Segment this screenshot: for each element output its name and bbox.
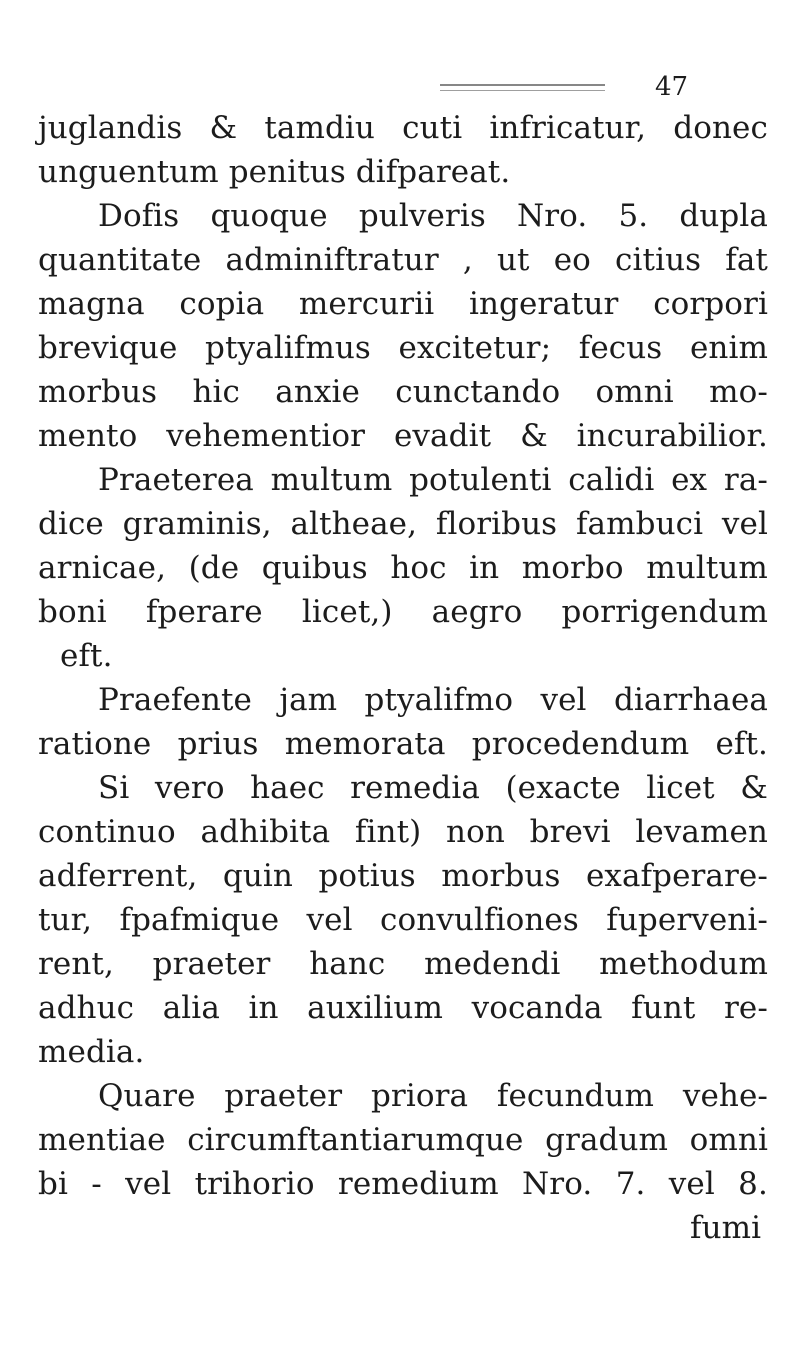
- text-line-14: Praefente jam ptyalifmo vel diarrhaea: [98, 682, 768, 718]
- text-line-5: magna copia mercurii ingeratur corpori: [38, 286, 768, 322]
- text-line-21: adhuc alia in auxilium vocanda funt re-: [38, 990, 768, 1026]
- text-line-24: mentiae circumftantiarumque gradum omni: [38, 1122, 768, 1158]
- text-line-4: quantitate adminiftratur , ut eo citius fat: [38, 242, 768, 278]
- text-line-10: dice graminis, altheae, floribus fambuci vel: [38, 506, 768, 542]
- text-line-6: brevique ptyalifmus excitetur; fecus enim: [38, 330, 768, 366]
- text-line-9: Praeterea multum potulenti calidi ex ra-: [98, 462, 768, 498]
- text-line-17: continuo adhibita fint) non brevi levamen: [38, 814, 768, 850]
- text-line-12: boni fperare licet,) aegro porrigendum: [38, 594, 768, 630]
- text-line-23: Quare praeter priora fecundum vehe-: [98, 1078, 768, 1114]
- text-line-3: Dofis quoque pulveris Nro. 5. dupla: [98, 198, 768, 234]
- text-line-20: rent, praeter hanc medendi methodum: [38, 946, 768, 982]
- header-rule: [440, 84, 605, 91]
- text-line-15: ratione prius memorata procedendum eft.: [38, 726, 768, 762]
- text-line-8: mento vehementior evadit & incurabilior.: [38, 418, 768, 454]
- text-line-11: arnicae, (de quibus hoc in morbo multum: [38, 550, 768, 586]
- text-line-16: Si vero haec remedia (exacte licet &: [98, 770, 768, 806]
- text-line-13: eft.: [60, 638, 113, 674]
- text-line-22: media.: [38, 1034, 145, 1070]
- text-line-18: adferrent, quin potius morbus exafperare-: [38, 858, 768, 894]
- text-line-19: tur, fpafmique vel convulfiones fuperveni-: [38, 902, 768, 938]
- catchword: fumi: [690, 1210, 762, 1246]
- text-line-25: bi - vel trihorio remedium Nro. 7. vel 8.: [38, 1166, 768, 1202]
- page-number: 47: [655, 72, 689, 102]
- text-line-7: morbus hic anxie cunctando omni mo-: [38, 374, 768, 410]
- text-line-2: unguentum penitus difpareat.: [38, 154, 511, 190]
- text-line-1: juglandis & tamdiu cuti infricatur, donec: [38, 110, 768, 146]
